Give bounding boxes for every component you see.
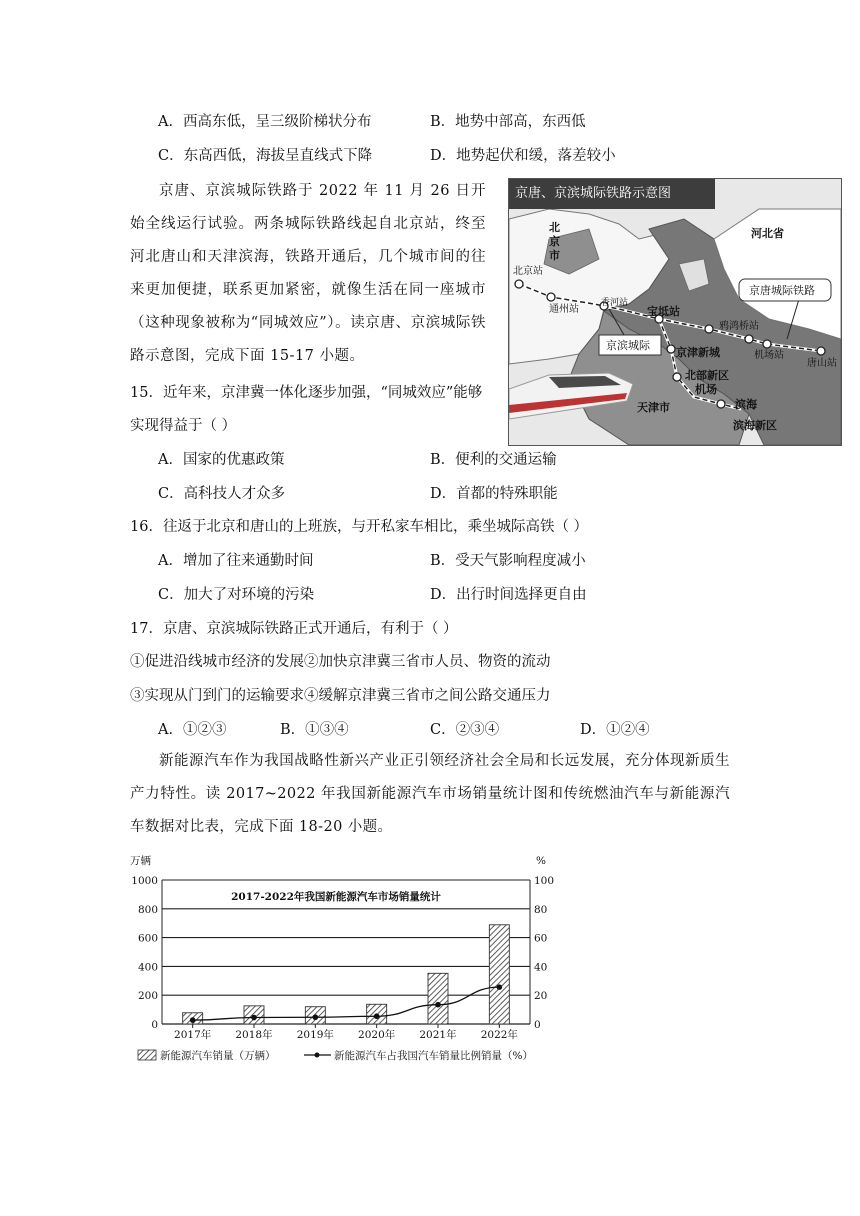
y-left-tick: 800: [137, 903, 158, 916]
q16-stem: 16．往返于北京和唐山的上班族，与开私家车相比，乘坐城际高铁（ ）: [130, 519, 589, 535]
legend-bar-label: 新能源汽车销量（万辆）: [160, 1050, 276, 1062]
x-tick-2020年: 2020年: [358, 1029, 396, 1041]
station-yahongqiao: 鸦鸿桥站: [719, 321, 759, 332]
y-left-tick: 0: [151, 1019, 158, 1031]
passage-nev: 新能源汽车作为我国战略性新兴产业正引领经济社会全局和长远发展，充分体现新质生产力特性。读 2017~2022 年我国新能源汽车市场销量统计图和传统燃油汽车与新能源汽车数据对比表，完成下面 18-20 小题。: [130, 753, 730, 835]
map-label-tianjin: 天津市: [637, 401, 670, 414]
map-label-beijing: 北: [549, 221, 560, 234]
callout-jingtang: 京唐城际铁路: [749, 284, 815, 297]
y-left-tick: 1000: [131, 875, 158, 887]
share-point-2021年: [435, 1002, 441, 1008]
q17-option-b: B．①③④: [280, 722, 349, 738]
x-tick-2021年: 2021年: [419, 1029, 457, 1041]
share-point-2019年: [313, 1014, 319, 1020]
station-beibu: 北部新区: [685, 369, 729, 382]
q16-option-c: C．加大了对环境的污染: [158, 587, 315, 603]
share-line: [193, 987, 500, 1020]
chart-svg: [126, 852, 566, 1067]
station-tangshan: 唐山站: [807, 358, 837, 369]
share-point-2017年: [190, 1017, 196, 1023]
share-point-2020年: [374, 1013, 380, 1019]
legend-line-label: 新能源汽车占我国汽车销量比例销量（%）: [334, 1050, 533, 1062]
map-label-hebei: 河北省: [751, 227, 784, 240]
y-left-tick: 200: [137, 990, 158, 1003]
nev-sales-chart: [126, 852, 566, 1067]
passage-railway: 京唐、京滨城际铁路于 2022 年 11 月 26 日开始全线运行试验。两条城际铁路线起自北京站，终至河北唐山和天津滨海，铁路开通后，几个城市间的往来更加便捷，联系更加紧密，就像生活在同一座城市（这种现象被称为“同城效应”）。读京唐、京滨城际铁路示意图，完成下面 15-17 小题。: [130, 183, 486, 364]
legend-bar-swatch: [138, 1050, 156, 1060]
y-right-tick: 0: [534, 1019, 541, 1031]
x-tick-2019年: 2019年: [296, 1029, 334, 1041]
station-xianghe: 香河站: [601, 298, 629, 308]
y-left-label: 万辆: [130, 855, 151, 867]
q16-option-d: D．出行时间选择更自由: [430, 587, 587, 603]
y-left-tick: 600: [137, 932, 158, 945]
svg-text:京: 京: [549, 235, 560, 248]
railway-map-graphic: [509, 179, 841, 445]
station-beijing: 北京站: [513, 266, 543, 277]
legend-line-swatch: [315, 1053, 320, 1058]
q14-option-d: D．地势起伏和缓，落差较小: [430, 148, 616, 164]
bar-2021年: [428, 973, 448, 1024]
map-label-binhai: 滨海新区: [733, 419, 777, 432]
x-tick-2018年: 2018年: [235, 1029, 273, 1041]
q16-option-a: A．增加了往来通勤时间: [158, 553, 314, 569]
station-binhai: 滨海: [735, 398, 757, 411]
y-right-label: %: [536, 855, 546, 867]
q17-item-line2: ③实现从门到门的运输要求④缓解京津冀三省市之间公路交通压力: [130, 688, 551, 704]
q15-option-d: D．首都的特殊职能: [430, 486, 558, 502]
x-tick-2022年: 2022年: [480, 1029, 518, 1041]
railway-map: [508, 178, 842, 446]
x-tick-2017年: 2017年: [174, 1029, 212, 1041]
q15-stem-2: 实现得益于（ ）: [130, 418, 237, 434]
q14-option-a: A．西高东低，呈三级阶梯状分布: [158, 114, 372, 130]
q17-option-d: D．①②④: [580, 722, 650, 738]
y-right-tick: 40: [534, 961, 548, 974]
q15-option-a: A．国家的优惠政策: [158, 452, 285, 468]
callout-jingbin: 京滨城际: [606, 339, 650, 352]
bar-2022年: [489, 925, 509, 1024]
station-jingjin: 京津新城: [676, 346, 720, 359]
q17-stem: 17．京唐、京滨城际铁路正式开通后，有利于（ ）: [130, 621, 458, 637]
y-right-tick: 60: [534, 932, 548, 945]
q14-option-c: C．东高西低，海拔呈直线式下降: [158, 148, 373, 164]
q17-option-c: C．②③④: [430, 722, 500, 738]
share-point-2018年: [251, 1015, 257, 1021]
y-left-tick: 400: [137, 961, 158, 974]
q15-option-c: C．高科技人才众多: [158, 486, 286, 502]
share-point-2022年: [497, 984, 503, 990]
q17-option-a: A．①②③: [158, 722, 227, 738]
q17-item-line1: ①促进沿线城市经济的发展②加快京津冀三省市人员、物资的流动: [130, 654, 551, 670]
y-right-tick: 80: [534, 903, 548, 916]
q16-option-b: B．受天气影响程度减小: [430, 553, 586, 569]
station-baodi: 宝坻站: [647, 305, 680, 318]
y-right-tick: 20: [534, 990, 548, 1003]
q14-option-b: B．地势中部高，东西低: [430, 114, 586, 130]
q15-option-b: B．便利的交通运输: [430, 452, 557, 468]
q15-stem-1: 15．近年来，京津冀一体化逐步加强，“同城效应”能够: [130, 385, 483, 401]
y-right-tick: 100: [534, 875, 555, 887]
map-title: 京唐、京滨城际铁路示意图: [509, 179, 715, 209]
chart-title: 2017-2022年我国新能源汽车市场销量统计: [231, 891, 441, 903]
station-airport-tangshan: 机场站: [754, 350, 784, 361]
svg-text:市: 市: [549, 249, 560, 262]
station-airport: 机场: [695, 383, 717, 396]
station-tongzhou: 通州站: [549, 304, 579, 315]
